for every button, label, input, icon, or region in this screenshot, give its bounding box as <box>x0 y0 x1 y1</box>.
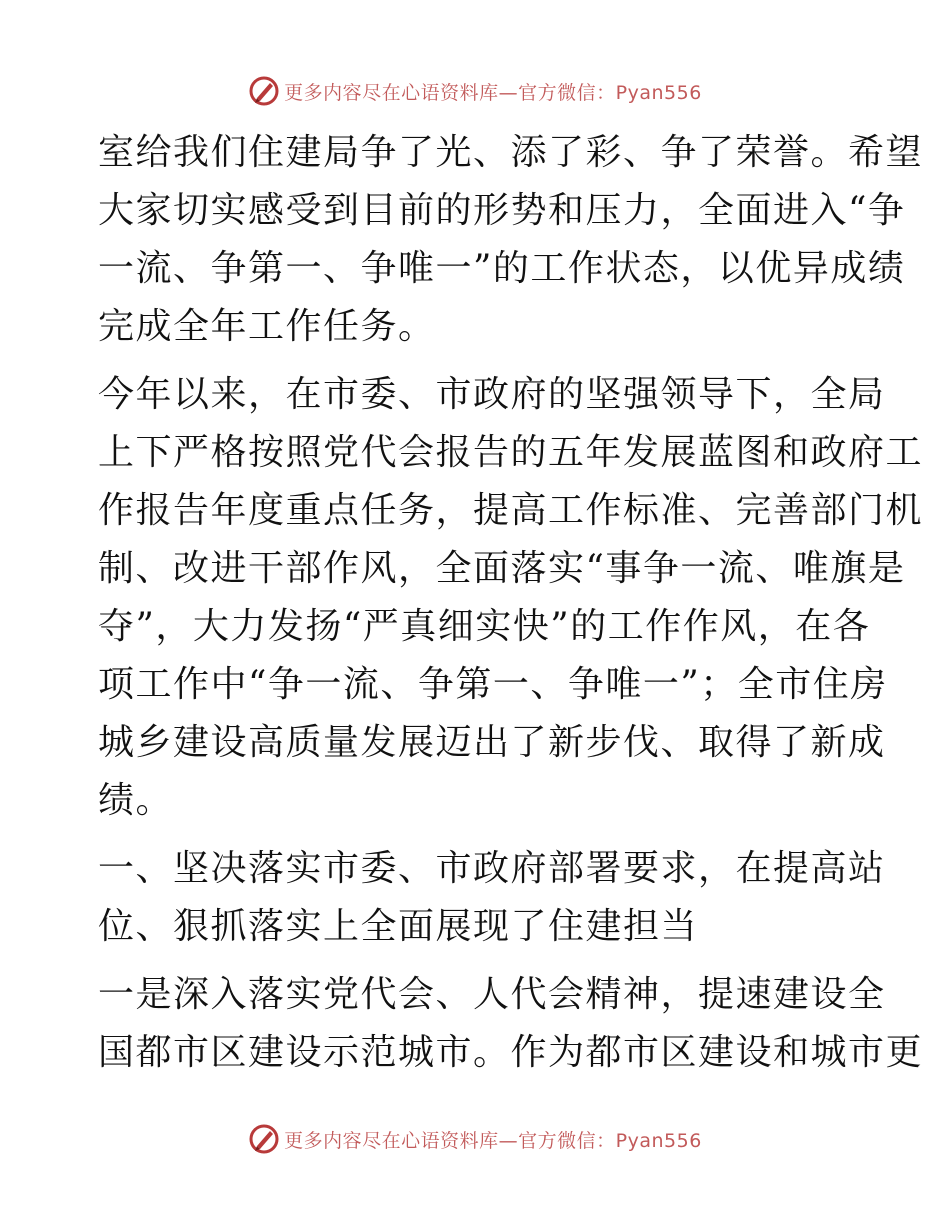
text-line: 一、坚决落实市委、市政府部署要求，在提高站 <box>98 848 886 889</box>
watermark-header <box>0 74 950 108</box>
text-line: 国都市区建设示范城市。作为都市区建设和城市更 <box>98 1032 924 1073</box>
text-line: 项工作中“争一流、争第一、争唯一”；全市住房 <box>98 664 888 705</box>
text-line: 室给我们住建局争了光、添了彩、争了荣誉。希望 <box>98 132 924 173</box>
text-line: 绩。 <box>98 780 174 821</box>
watermark-handle: Pyan556 <box>615 81 702 104</box>
text-line: 今年以来，在市委、市政府的坚强领导下，全局 <box>98 374 886 415</box>
text-line: 上下严格按照党代会报告的五年发展蓝图和政府工 <box>98 432 924 473</box>
text-line: 作报告年度重点任务，提高工作标准、完善部门机 <box>98 490 924 531</box>
text-line: 大家切实感受到目前的形势和压力，全面进入“争 <box>98 190 906 231</box>
text-line: 制、改进干部作风，全面落实“事争一流、唯旗是 <box>98 548 906 589</box>
document-body <box>98 124 924 1082</box>
paragraph <box>98 366 924 830</box>
watermark-text: 更多内容尽在心语资料库—官方微信：Pyan556 <box>284 1129 702 1152</box>
pen-logo-icon <box>248 1123 280 1155</box>
text-line: 位、狠抓落实上全面展现了住建担当 <box>98 906 699 947</box>
section-heading <box>98 840 886 956</box>
text-line: 城乡建设高质量发展迈出了新步伐、取得了新成 <box>98 722 886 763</box>
text-line: 完成全年工作任务。 <box>98 306 436 347</box>
pen-logo-icon <box>248 75 280 107</box>
watermark-text: 更多内容尽在心语资料库—官方微信：Pyan556 <box>284 81 702 104</box>
text-line: 一流、争第一、争唯一”的工作状态，以优异成绩 <box>98 248 906 289</box>
watermark-handle: Pyan556 <box>615 1129 702 1152</box>
text-line: 一是深入落实党代会、人代会精神，提速建设全 <box>98 974 886 1015</box>
text-line: 夺”，大力发扬“严真细实快”的工作作风，在各 <box>98 606 871 647</box>
watermark-footer <box>0 1122 950 1156</box>
paragraph <box>98 966 924 1082</box>
paragraph <box>98 124 924 356</box>
